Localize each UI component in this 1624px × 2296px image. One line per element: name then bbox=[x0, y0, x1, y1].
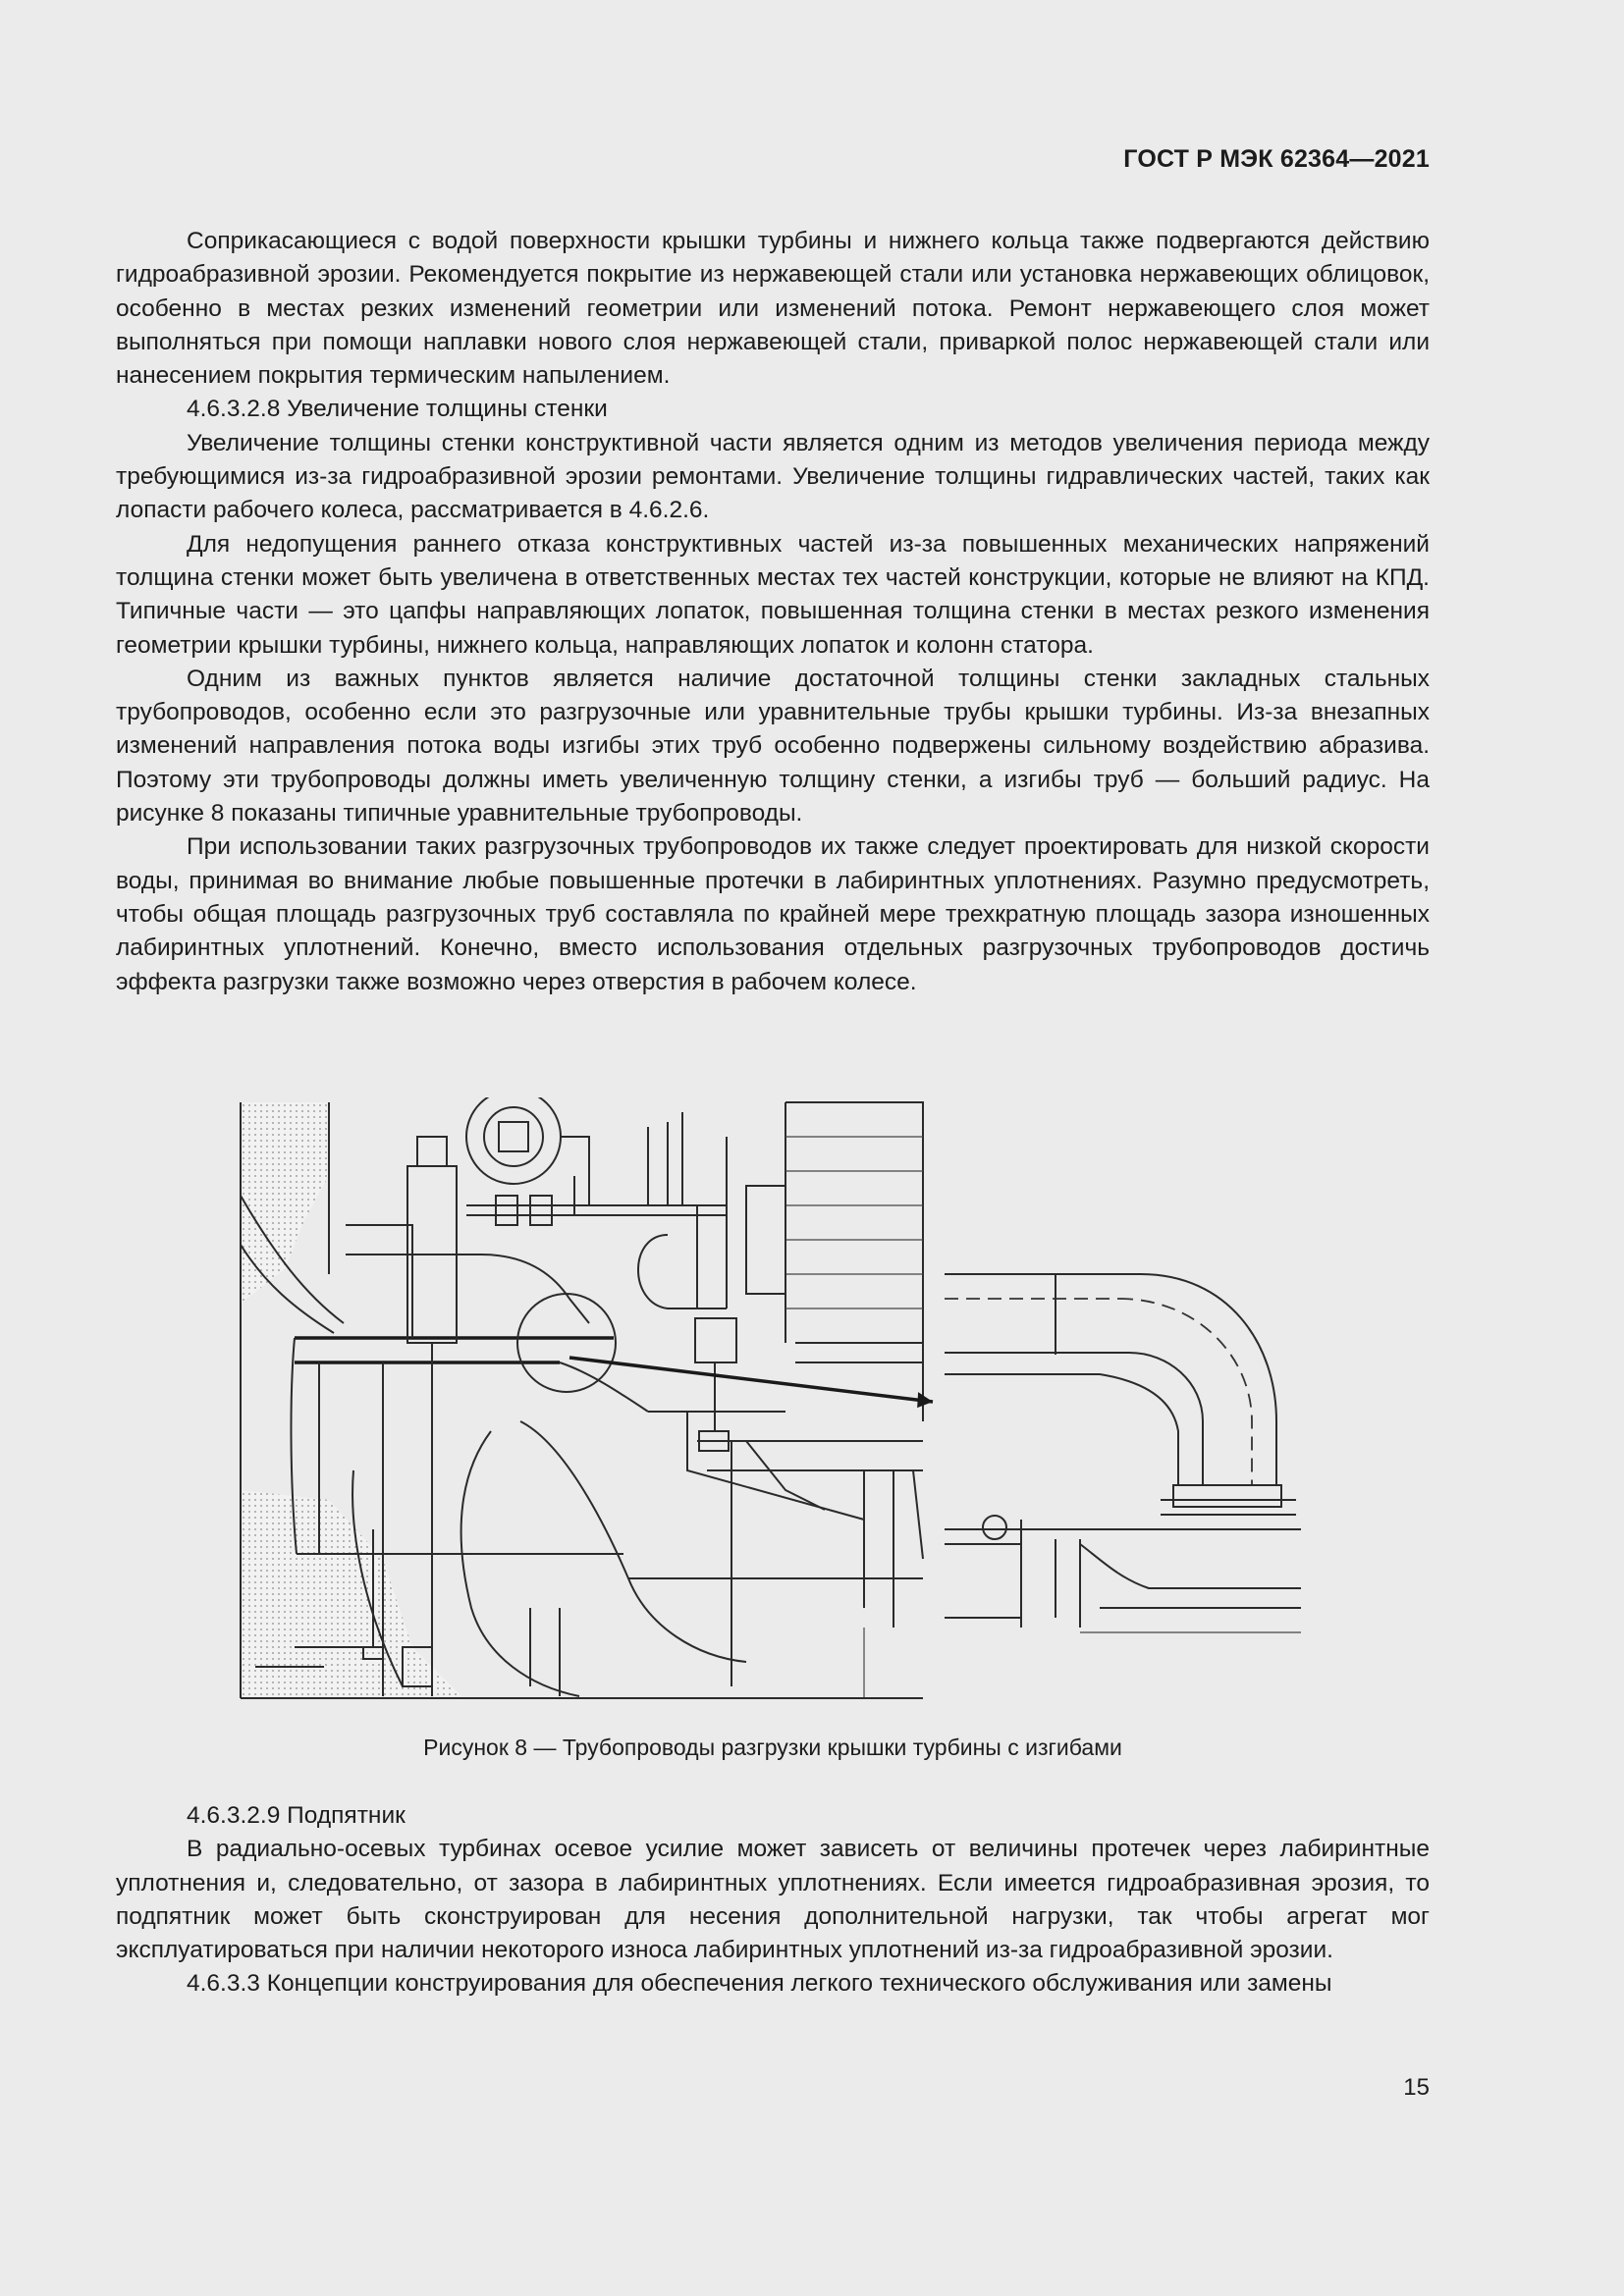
section-heading-4-6-3-2-9: 4.6.3.2.9 Подпятник bbox=[187, 1802, 406, 1829]
section-heading-4-6-3-3: 4.6.3.3 Концепции конструирования для обеспечения легкого технического обслуживания или замены bbox=[187, 1970, 1332, 1998]
figure-caption: Рисунок 8 — Трубопроводы разгрузки крышки турбины с изгибами bbox=[423, 1735, 1122, 1760]
text-block-upper bbox=[116, 225, 1430, 999]
paragraph-pipelines: Одним из важных пунктов является наличие достаточной толщины стенки закладных стальных трубопроводов, особенно если это разгрузочные или уравнительные трубы крышки турбины. Из-за внезапных изменений направления потока воды изгибы этих труб особенно подвержены сильному воздействию абразива. Поэтому эти трубопроводы должны иметь увеличенную толщину стенки, а изгибы труб — больший радиус. На рисунке 8 показаны типичные уравнительные трубопроводы. bbox=[116, 665, 1430, 828]
figure-8-drawing bbox=[236, 1097, 1316, 1706]
detail-circle bbox=[517, 1294, 616, 1392]
standard-header: ГОСТ Р МЭК 62364—2021 bbox=[1123, 145, 1430, 173]
paragraph-stresses: Для недопущения раннего отказа конструктивных частей из-за повышенных механических напряжений толщина стенки может быть увеличена в ответственных местах тех частей конструкции, которые не влияют на КПД. Типичные части — это цапфы направляющих лопаток, повышенная толщина стенки в местах резкого изменения геометрии крышки турбины, нижнего кольца, направляющих лопаток и колонн статора. bbox=[116, 530, 1430, 659]
paragraph-relief-pipes: При использовании таких разгрузочных трубопроводов их также следует проектировать для низкой скорости воды, принимая во внимание любые повышенные протечки в лабиринтных уплотнениях. Разумно предусмотреть, чтобы общая площадь разгрузочных труб составляла по крайней мере трехкратную площадь зазора изношенных лабиринтных уплотнений. Конечно, вместо использования отдельных разгрузочных трубопроводов достичь эффекта разгрузки также возможно через отверстия в рабочем колесе. bbox=[116, 833, 1430, 995]
page-number: 15 bbox=[1403, 2074, 1430, 2101]
text-block-lower bbox=[116, 1799, 1430, 2002]
pipe-bend-detail-view bbox=[945, 1274, 1301, 1632]
section-heading-4-6-3-2-8: 4.6.3.2.8 Увеличение толщины стенки bbox=[187, 396, 608, 423]
turbine-cover-drawing bbox=[236, 1097, 1316, 1706]
paragraph-thrust-bearing: В радиально-осевых турбинах осевое усилие может зависеть от величины протечек через лабиринтные уплотнения и, следовательно, от зазора в лабиринтных уплотнениях. Если имеется гидроабразивная эрозия, то подпятник может быть сконструирован для несения дополнительной нагрузки, так чтобы агрегат мог эксплуатироваться при наличии некоторого износа лабиринтных уплотнений из-за гидроабразивной эрозии. bbox=[116, 1836, 1430, 1964]
paragraph-linings: Соприкасающиеся с водой поверхности крышки турбины и нижнего кольца также подвергаются действию гидроабразивной эрозии. Рекомендуется покрытие из нержавеющей стали или установка нержавеющих облицовок, особенно в местах резких изменений геометрии или изменений потока. Ремонт нержавеющего слоя может выполняться при помощи наплавки нового слоя нержавеющей стали, приваркой полос нержавеющей стали или нанесением покрытия термическим напылением. bbox=[116, 228, 1430, 390]
paragraph-wall-thickness: Увеличение толщины стенки конструктивной части является одним из методов увеличения периода между требующимися из-за гидроабразивной эрозии ремонтами. Увеличение толщины гидравлических частей, таких как лопасти рабочего колеса, рассматривается в 4.6.2.6. bbox=[116, 429, 1430, 524]
